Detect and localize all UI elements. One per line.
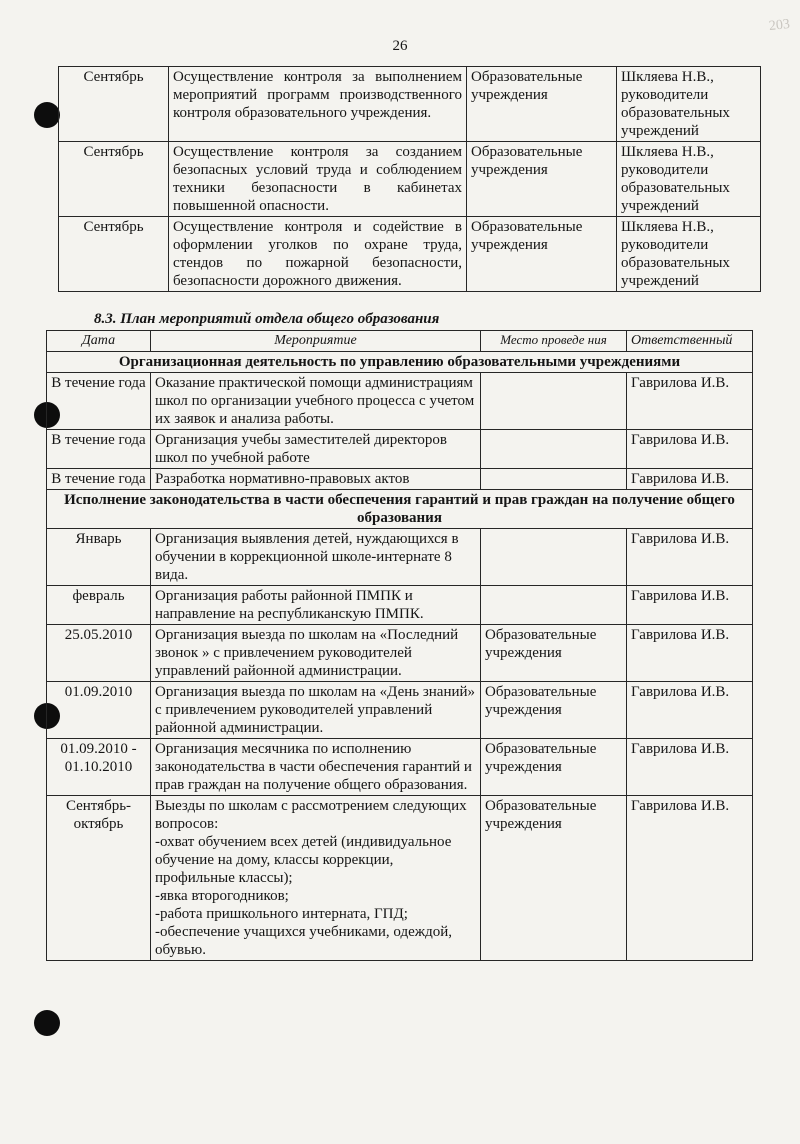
place-cell: Образовательные учреждения	[467, 67, 617, 142]
table-row	[47, 625, 753, 682]
responsible-cell: Гаврилова И.В.	[627, 586, 753, 625]
header-activity: Мероприятие	[151, 331, 481, 352]
table-row	[59, 142, 761, 217]
corner-mark: 203	[768, 16, 791, 35]
header-place: Место проведе ния	[481, 331, 627, 352]
responsible-cell: Шкляева Н.В., руководители образовательных учреждений	[617, 142, 761, 217]
responsible-cell: Гаврилова И.В.	[627, 373, 753, 430]
date-cell: В течение года	[47, 373, 151, 430]
place-cell	[481, 586, 627, 625]
table-row	[47, 796, 753, 961]
control-table	[58, 66, 761, 292]
punch-hole-4	[34, 1010, 60, 1036]
activity-cell: Организация работы районной ПМПК и направление на республиканскую ПМПК.	[151, 586, 481, 625]
responsible-cell: Гаврилова И.В.	[627, 469, 753, 490]
section-header-row	[47, 490, 753, 529]
place-cell: Образовательные учреждения	[481, 796, 627, 961]
responsible-cell: Шкляева Н.В., руководители образовательных учреждений	[617, 67, 761, 142]
table-header-row	[47, 331, 753, 352]
date-cell: Сентябрь	[59, 217, 169, 292]
date-cell: Сентябрь-октябрь	[47, 796, 151, 961]
activity-cell: Выезды по школам с рассмотрением следующих вопросов: -охват обучением всех детей (индивидуальное обучение на дому, классы коррекции, профильные классы); -явка второгодников; -работа пришкольного интерната, ГПД; -обеспечение учащихся учебниками, одеждой, обувью.	[151, 796, 481, 961]
date-cell: В течение года	[47, 469, 151, 490]
date-cell: февраль	[47, 586, 151, 625]
table-row	[47, 373, 753, 430]
activity-cell: Организация месячника по исполнению законодательства в части обеспечения гарантий и прав граждан на получение общего образования.	[151, 739, 481, 796]
page-number: 26	[392, 38, 408, 54]
date-cell: Январь	[47, 529, 151, 586]
responsible-cell: Гаврилова И.В.	[627, 430, 753, 469]
responsible-cell: Гаврилова И.В.	[627, 739, 753, 796]
table-row	[47, 586, 753, 625]
date-cell: 01.09.2010	[47, 682, 151, 739]
table-row	[47, 682, 753, 739]
punch-hole-1	[34, 102, 60, 128]
table-row	[47, 739, 753, 796]
header-responsible: Ответственный	[627, 331, 753, 352]
table-row	[59, 67, 761, 142]
place-cell: Образовательные учреждения	[481, 682, 627, 739]
table-row	[47, 529, 753, 586]
activity-cell: Осуществление контроля за выполнением мероприятий программ производственного контроля образовательного учреждения.	[169, 67, 467, 142]
place-cell: Образовательные учреждения	[481, 625, 627, 682]
section-header-row	[47, 352, 753, 373]
section-heading: Организационная деятельность по управлению образовательными учреждениями	[47, 352, 753, 373]
place-cell: Образовательные учреждения	[467, 217, 617, 292]
date-cell: В течение года	[47, 430, 151, 469]
activity-cell: Разработка нормативно-правовых актов	[151, 469, 481, 490]
place-cell	[481, 430, 627, 469]
table-row	[47, 469, 753, 490]
activity-cell: Организация выезда по школам на «Последний звонок » с привлечением руководителей управлений районной администрации.	[151, 625, 481, 682]
place-cell	[481, 469, 627, 490]
place-cell: Образовательные учреждения	[481, 739, 627, 796]
activity-cell: Осуществление контроля за созданием безопасных условий труда и соблюдением техники безопасности в кабинетах повышенной опасности.	[169, 142, 467, 217]
header-date: Дата	[47, 331, 151, 352]
responsible-cell: Гаврилова И.В.	[627, 796, 753, 961]
responsible-cell: Гаврилова И.В.	[627, 625, 753, 682]
section-title: 8.3. План мероприятий отдела общего образования	[94, 311, 440, 327]
activity-cell: Организация выезда по школам на «День знаний» с привлечением руководителей управлений районной администрации.	[151, 682, 481, 739]
responsible-cell: Гаврилова И.В.	[627, 682, 753, 739]
date-cell: 25.05.2010	[47, 625, 151, 682]
responsible-cell: Шкляева Н.В., руководители образовательных учреждений	[617, 217, 761, 292]
section-heading: Исполнение законодательства в части обеспечения гарантий и прав граждан на получение общего образования	[47, 490, 753, 529]
plan-table	[46, 330, 753, 961]
place-cell: Образовательные учреждения	[467, 142, 617, 217]
place-cell	[481, 373, 627, 430]
activity-cell: Осуществление контроля и содействие в оформлении уголков по охране труда, стендов по пожарной безопасности, безопасности дорожного движения.	[169, 217, 467, 292]
table-row	[47, 430, 753, 469]
date-cell: Сентябрь	[59, 142, 169, 217]
date-cell: 01.09.2010 - 01.10.2010	[47, 739, 151, 796]
activity-cell: Организация выявления детей, нуждающихся в обучении в коррекционной школе-интернате 8 вида.	[151, 529, 481, 586]
place-cell	[481, 529, 627, 586]
date-cell: Сентябрь	[59, 67, 169, 142]
responsible-cell: Гаврилова И.В.	[627, 529, 753, 586]
activity-cell: Организация учебы заместителей директоров школ по учебной работе	[151, 430, 481, 469]
activity-cell: Оказание практической помощи администрациям школ по организации учебного процесса с учетом их заявок и анализа работы.	[151, 373, 481, 430]
table-row	[59, 217, 761, 292]
